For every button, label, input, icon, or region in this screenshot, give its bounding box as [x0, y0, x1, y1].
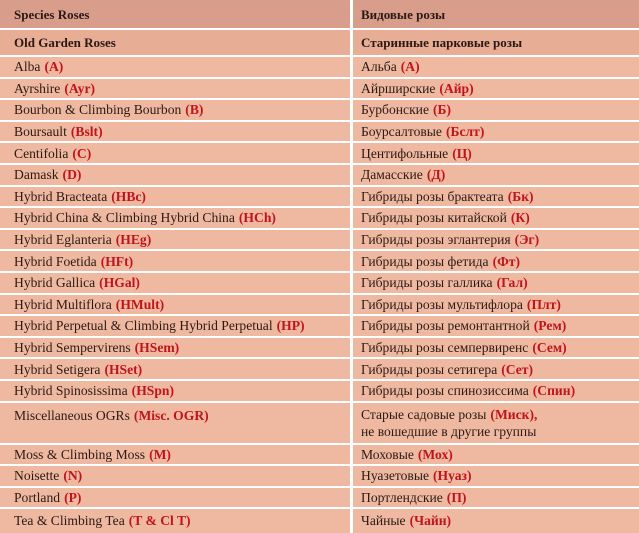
- class-name: Hybrid Foetida: [14, 253, 97, 269]
- class-code: (Плт): [526, 296, 561, 312]
- class-code: (Эг): [514, 232, 540, 248]
- class-code: (C): [72, 145, 92, 161]
- class-name: Нуазетовые: [361, 468, 430, 484]
- table-row: [353, 165, 639, 187]
- class-name: Hybrid China & Climbing Hybrid China: [14, 210, 235, 226]
- cell-line-1: [361, 406, 537, 423]
- class-code: (Д): [426, 167, 446, 183]
- class-name: Hybrid Bracteata: [14, 188, 108, 204]
- table-row: [353, 143, 639, 165]
- class-code: (Миск),: [490, 406, 538, 422]
- class-code: (К): [510, 210, 530, 226]
- table-row: [0, 187, 350, 209]
- table-row: [353, 208, 639, 230]
- table-row: [353, 79, 639, 101]
- table-row: [353, 122, 639, 144]
- header-cell-russian: [353, 0, 639, 30]
- class-name: Центифольные: [361, 145, 449, 161]
- class-code: (Misc. OGR): [133, 407, 209, 423]
- class-code: (P): [64, 489, 82, 505]
- cell-line-2: не вошедшие в другие группы: [361, 423, 537, 439]
- table-row: [0, 359, 350, 381]
- table-row: [0, 251, 350, 273]
- class-code: (Bslt): [70, 124, 103, 140]
- class-code: (Бк): [507, 188, 534, 204]
- class-name: Damask: [14, 167, 59, 183]
- class-name: Чайные: [361, 512, 406, 528]
- class-name: Альба: [361, 59, 397, 75]
- table-row: [353, 509, 639, 531]
- class-code: (B): [185, 102, 204, 118]
- class-name: Noisette: [14, 468, 60, 484]
- class-name: Hybrid Setigera: [14, 361, 101, 377]
- class-name: Centifolia: [14, 145, 69, 161]
- class-code: (HSet): [104, 361, 143, 377]
- class-name: Гибриды розы эглантерия: [361, 232, 511, 248]
- class-code: (D): [62, 167, 82, 183]
- class-name: Hybrid Gallica: [14, 275, 96, 291]
- russian-column: [353, 0, 639, 533]
- class-name: Hybrid Sempervirens: [14, 340, 131, 356]
- table-row: [0, 381, 350, 403]
- table-row: [0, 165, 350, 187]
- class-name: Boursault: [14, 124, 67, 140]
- class-code: (HBc): [111, 188, 146, 204]
- class-code: (HFt): [100, 253, 134, 269]
- table-row: [0, 509, 350, 531]
- class-name: Дамасские: [361, 167, 423, 183]
- class-name: Гибриды розы спинозиссима: [361, 383, 529, 399]
- subheader-text: Старинные парковые розы: [361, 35, 523, 50]
- class-name: Гибриды розы семпервиренс: [361, 340, 529, 356]
- table-row: [353, 338, 639, 360]
- table-row: [0, 143, 350, 165]
- subheader-text: Old Garden Roses: [14, 35, 116, 50]
- class-code: (Сем): [532, 340, 567, 356]
- class-name: Портлендские: [361, 489, 443, 505]
- class-name: Ayrshire: [14, 80, 61, 96]
- class-code: (HEg): [115, 232, 152, 248]
- table-row: [353, 100, 639, 122]
- class-name: Alba: [14, 59, 41, 75]
- class-name: Bourbon & Climbing Bourbon: [14, 102, 182, 118]
- class-name: Айрширские: [361, 80, 436, 96]
- subheader-cell-russian: [353, 30, 639, 57]
- table-row: [353, 403, 639, 445]
- class-name: Гибриды розы сетигера: [361, 361, 498, 377]
- class-code: (M): [149, 446, 171, 462]
- class-code: (HSpn): [131, 383, 174, 399]
- class-code: (HMult): [115, 296, 165, 312]
- class-name: Моховые: [361, 446, 414, 462]
- table-row: [0, 208, 350, 230]
- class-code: (HP): [276, 318, 305, 334]
- class-name: Бурбонские: [361, 102, 429, 118]
- class-code: (Бслт): [445, 124, 485, 140]
- class-code: (Нуаз): [433, 468, 472, 484]
- table-row: [353, 187, 639, 209]
- table-row: [0, 338, 350, 360]
- class-name: Hybrid Perpetual & Climbing Hybrid Perpetual: [14, 318, 273, 334]
- class-code: (Гал): [496, 275, 528, 291]
- table-row: [0, 466, 350, 488]
- table-row: [353, 466, 639, 488]
- table-row: [0, 100, 350, 122]
- class-name: Гибриды розы китайской: [361, 210, 507, 226]
- class-name: Portland: [14, 489, 61, 505]
- class-name: Гибриды розы ремонтантной: [361, 318, 530, 334]
- table-row: [0, 403, 350, 445]
- header-text: Видовые розы: [361, 6, 446, 22]
- class-code: (HSem): [134, 340, 180, 356]
- class-code: (Ayr): [64, 80, 96, 96]
- class-code: (А): [400, 59, 420, 75]
- table-row: [353, 295, 639, 317]
- table-row: [353, 273, 639, 295]
- table-row: [0, 273, 350, 295]
- class-code: (Мох): [417, 446, 453, 462]
- table-row: [0, 79, 350, 101]
- class-name: Боурсалтовые: [361, 124, 442, 140]
- class-name: Гибриды розы фетида: [361, 253, 489, 269]
- class-name: Moss & Climbing Moss: [14, 446, 146, 462]
- class-name: Гибриды розы брактеата: [361, 188, 504, 204]
- class-code: (П): [446, 489, 467, 505]
- class-name: Miscellaneous OGRs: [14, 407, 130, 423]
- header-cell-english: [0, 0, 350, 30]
- class-code: (T & Cl T): [128, 512, 191, 528]
- class-code: (Чайн): [409, 512, 452, 528]
- class-name: Tea & Climbing Tea: [14, 512, 125, 528]
- table-row: [353, 230, 639, 252]
- table-row: [353, 251, 639, 273]
- class-code: (A): [44, 59, 64, 75]
- class-name: Гибриды розы галлика: [361, 275, 493, 291]
- class-code: (N): [63, 468, 83, 484]
- table-row: [353, 57, 639, 79]
- table-row: [0, 122, 350, 144]
- subheader-cell-english: [0, 30, 350, 57]
- class-name: Гибриды розы мультифлора: [361, 296, 523, 312]
- class-code: (Рем): [533, 318, 567, 334]
- class-code: (Ц): [452, 145, 472, 161]
- table-row: [353, 445, 639, 467]
- class-name: Hybrid Spinosissima: [14, 383, 128, 399]
- table-row: [353, 359, 639, 381]
- table-row: [353, 488, 639, 510]
- class-name: Hybrid Eglanteria: [14, 232, 112, 248]
- table-row: [0, 488, 350, 510]
- table-row: [353, 316, 639, 338]
- class-code: (Спин): [532, 383, 576, 399]
- table-row: [0, 230, 350, 252]
- table-row: [0, 445, 350, 467]
- class-code: (HGal): [99, 275, 140, 291]
- class-code: (Б): [433, 102, 452, 118]
- class-code: (HCh): [238, 210, 276, 226]
- class-code: (Фт): [492, 253, 520, 269]
- table-row: [0, 316, 350, 338]
- class-name: Hybrid Multiflora: [14, 296, 112, 312]
- table-row: [0, 57, 350, 79]
- class-name: Старые садовые розы: [361, 406, 487, 422]
- class-code: (Сет): [501, 361, 534, 377]
- header-text: Species Roses: [14, 6, 90, 22]
- multiline-cell: [361, 406, 537, 440]
- table-row: [0, 295, 350, 317]
- table-row: [353, 381, 639, 403]
- class-code: (Айр): [439, 80, 474, 96]
